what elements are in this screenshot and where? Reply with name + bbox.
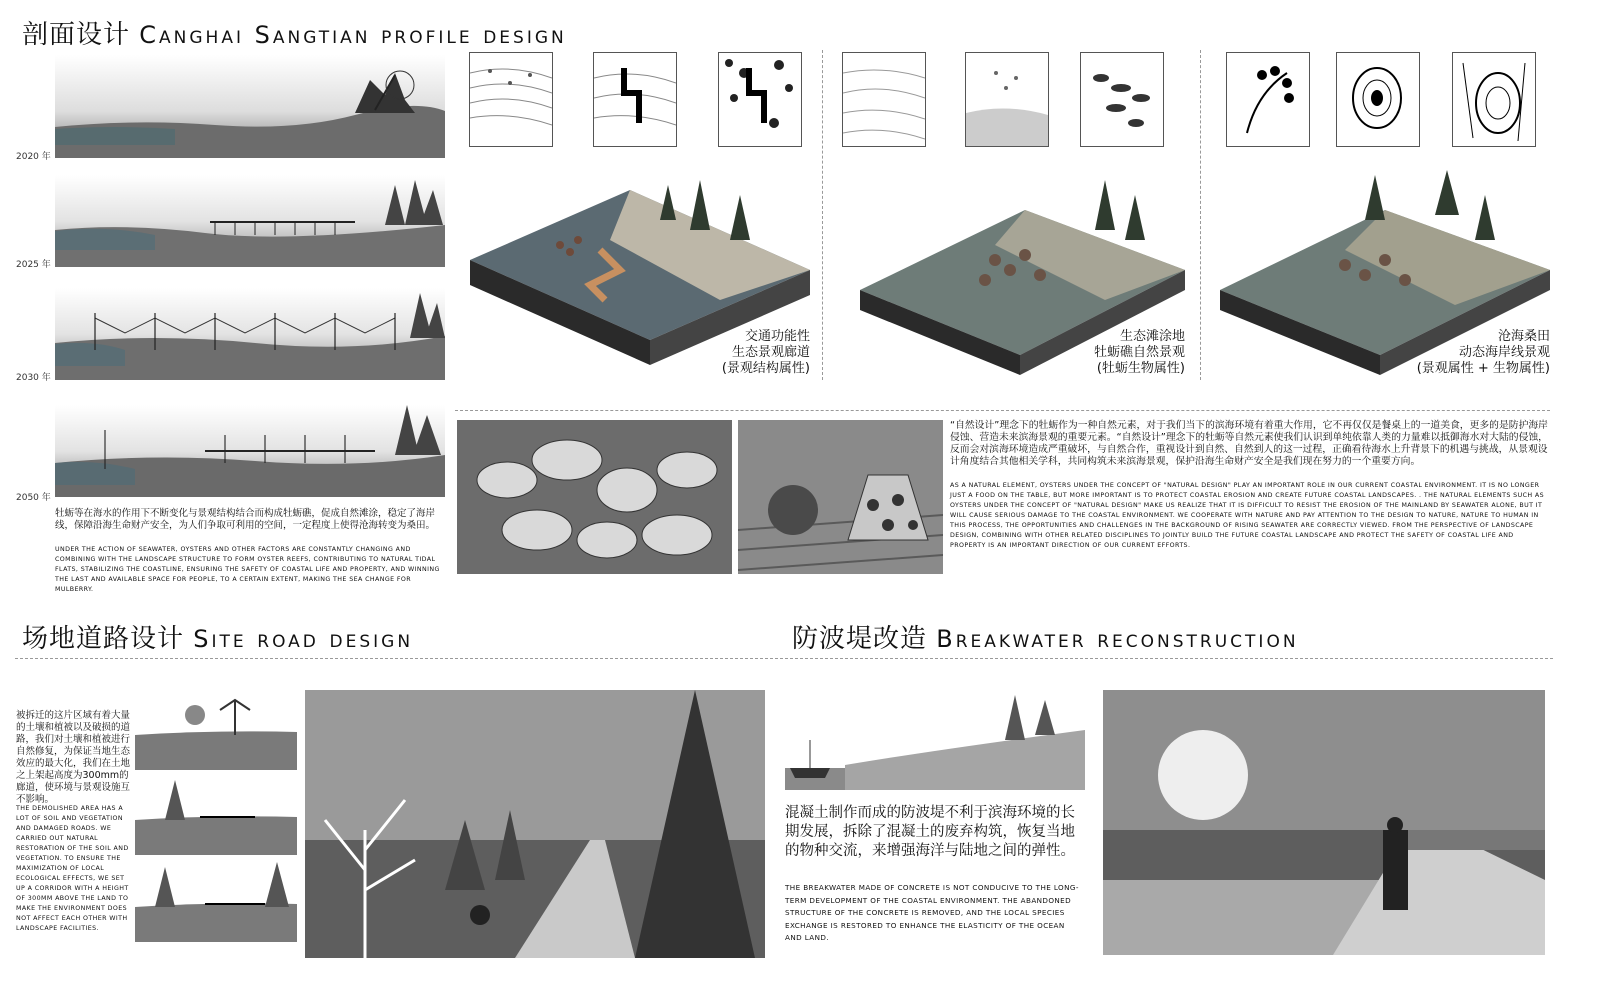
axon-1-line3: (景观结构属性) bbox=[721, 361, 810, 376]
road-text-zh: 被拆迁的这片区域有着大量的土壤和植被以及破损的道路，我们对土壤和植被进行自然修复，为保证当地生态效应的最大化，我们在土地之上架起高度为300mm的廊道，使环境与景观设施互不影响。 bbox=[16, 710, 131, 805]
breakwater-text-en: THE BREAKWATER MADE OF CONCRETE IS NOT CONDUCIVE TO THE LONG-TERM DEVELOPMENT OF THE COASTAL ENVIRONMENT. THE ABANDONED STRUCTURE OF THE CONCRETE IS REMOVED, AND THE LOCAL SPECIES EXCHANGE IS RESTORED TO ENHANCE THE ELASTICITY OF THE OCEAN AND LAND. bbox=[785, 883, 1079, 942]
divider-horizontal-middle bbox=[455, 410, 1550, 411]
axon-2-line1: 生态滩涂地 bbox=[1119, 329, 1185, 344]
sketch-oyster-2 bbox=[1336, 52, 1420, 147]
road-section-1 bbox=[135, 690, 297, 770]
axon-3-line2: 动态海岸线景观 bbox=[1458, 345, 1550, 360]
oyster-structure-photo bbox=[738, 420, 943, 574]
axon-caption-3 bbox=[1360, 329, 1550, 377]
year-label-2020: 2020 年 bbox=[16, 152, 51, 162]
axon-2-line2: 牡蛎礁自然景观 bbox=[1093, 345, 1185, 360]
profile-2030-image bbox=[55, 288, 445, 380]
axon-3-line1: 沧海桑田 bbox=[1497, 329, 1550, 344]
road-section-2 bbox=[135, 775, 297, 855]
road-title bbox=[22, 618, 413, 655]
axon-caption-2 bbox=[1010, 329, 1185, 377]
road-title-en: Site road design bbox=[193, 625, 414, 653]
sketch-oyster-3 bbox=[1452, 52, 1536, 147]
divider-vertical-1 bbox=[822, 50, 823, 380]
sketch-contour-2 bbox=[593, 52, 677, 147]
breakwater-section bbox=[785, 690, 1085, 790]
natural-text-zh: “自然设计”理念下的牡蛎作为一种自然元素，对于我们当下的滨海环境有着重大作用，它不再仅仅是餐桌上的一道美食，更多的是防护海岸侵蚀、营造未来滨海景观的重要元素。“自然设计”理念下的牡蛎等自然元素使我们认识到单纯依靠人类的力量难以抵御海水对大陆的侵蚀，反而会对滨海环境造成严重破坏，与自然合作，重视设计到自然、自然到人的这一过程，正确看待海水上升背景下的机遇与挑战，从景观设计角度结合其他相关学科，共同构筑未来滨海景观，保护沿海生命财产安全是我们现在努力的一个重要方向。 bbox=[950, 420, 1548, 467]
axon-2-line3: (牡蛎生物属性) bbox=[1096, 361, 1185, 376]
profile-title-zh: 剖面设计 bbox=[22, 20, 131, 50]
profile-title bbox=[22, 14, 567, 51]
road-perspective-render bbox=[305, 690, 765, 958]
sketch-flat-2 bbox=[965, 52, 1049, 147]
sketch-contour-1 bbox=[469, 52, 553, 147]
axon-3-line3: (景观属性 + 生物属性) bbox=[1416, 361, 1550, 376]
sketch-contour-3 bbox=[718, 52, 802, 147]
year-label-2050: 2050 年 bbox=[16, 493, 51, 503]
axon-1-line1: 交通功能性 bbox=[744, 329, 810, 344]
year-label-2030: 2030 年 bbox=[16, 373, 51, 383]
breakwater-title-en: Breakwater reconstruction bbox=[936, 625, 1299, 653]
profile-2025-image bbox=[55, 175, 445, 267]
oyster-reef-photo bbox=[457, 420, 732, 574]
breakwater-text-zh: 混凝土制作而成的防波堤不利于滨海环境的长期发展，拆除了混凝土的废弃构筑，恢复当地的物种交流，来增强海洋与陆地之间的弹性。 bbox=[785, 805, 1075, 859]
divider-vertical-2 bbox=[1200, 50, 1201, 380]
axon-1-line2: 生态景观廊道 bbox=[731, 345, 810, 360]
sketch-flat-3 bbox=[1080, 52, 1164, 147]
road-section-3 bbox=[135, 862, 297, 942]
axon-caption-1 bbox=[640, 329, 810, 377]
divider-horizontal-bottom bbox=[15, 658, 1553, 659]
breakwater-title-zh: 防波堤改造 bbox=[792, 624, 928, 654]
profile-2050-image bbox=[55, 405, 445, 497]
breakwater-title bbox=[792, 618, 1299, 655]
road-text-en: THE DEMOLISHED AREA HAS A LOT OF SOIL AND VEGETATION AND DAMAGED ROADS. WE CARRIED OUT NATURAL RESTORATION OF THE SOIL AND VEGETATION. TO ENSURE THE MAXIMIZATION OF LOCAL ECOLOGICAL EFFECTS, WE SET UP A CORRIDOR WITH A HEIGHT OF 300MM ABOVE THE LAND TO MAKE THE ENVIRONMENT DOES NOT AFFECT EACH OTHER WITH LANDSCAPE FACILITIES. bbox=[16, 805, 129, 932]
profile-desc-en: UNDER THE ACTION OF SEAWATER, OYSTERS AND OTHER FACTORS ARE CONSTANTLY CHANGING AND COMBINING WITH THE LANDSCAPE STRUCTURE TO FORM OYSTER REEFS, CONTRIBUTING TO NATURAL TIDAL FLATS, STABILIZING THE COASTLINE, ENSURING THE SAFETY OF COASTAL LIFE AND PROPERTY, AND WINNING THE LAST AND AVAILABLE SPACE FOR PEOPLE, TO A CERTAIN EXTENT, MAKING THE SEA CHANGE FOR MULBERRY. bbox=[55, 546, 440, 593]
year-label-2025: 2025 年 bbox=[16, 260, 51, 270]
sketch-flat-1 bbox=[842, 52, 926, 147]
natural-text-en: AS A NATURAL ELEMENT, OYSTERS UNDER THE CONCEPT OF "NATURAL DESIGN" PLAY AN IMPORTANT ROLE IN OUR CURRENT COASTAL ENVIRONMENT. IT IS NO LONGER JUST A FOOD ON THE TABLE, BUT MORE IMPORTANT IS TO PROTECT COASTAL EROSION AND CREATE FUTURE COASTAL LANDSCAPES. . THE NATURAL ELEMENTS SUCH AS OYSTERS UNDER THE CONCEPT OF "NATURAL DESIGN" MAKE US REALIZE THAT IT IS DIFFICULT TO RESIST THE EROSION OF THE MAINLAND BY SEAWATER ALONE, BUT IT WILL CAUSE SERIOUS DAMAGE TO THE COASTAL ENVIRONMENT. WE COOPERATE WITH NATURE AND PAY ATTENTION TO THE DESIGN TO NATURE, NATURE TO HUMAN IN THIS PROCESS, THE OPPORTUNITIES AND CHALLENGES IN THE BACKGROUND OF RISING SEAWATER ARE CORRECTLY VIEWED. FROM THE PERSPECTIVE OF LANDSCAPE DESIGN, COMBINING WITH OTHER RELATED DISCIPLINES TO JOINTLY BUILD THE FUTURE COASTAL LANDSCAPE AND PROTECT THE SAFETY OF COASTAL LIFE AND PROPERTY IS AN IMPORTANT DIRECTION OF OUR CURRENT EFFORTS. bbox=[950, 482, 1545, 549]
breakwater-perspective-render bbox=[1103, 690, 1545, 955]
profile-2020-image bbox=[55, 55, 445, 158]
road-title-zh: 场地道路设计 bbox=[22, 624, 185, 654]
profile-desc-zh: 牡蛎等在海水的作用下不断变化与景观结构结合而构成牡蛎礁，促成自然滩涂，稳定了海岸线，保障沿海生命财产安全，为人们争取可利用的空间，一定程度上使得沧海转变为桑田。 bbox=[55, 508, 436, 531]
sketch-oyster-1 bbox=[1226, 52, 1310, 147]
profile-title-en: Canghai Sangtian profile design bbox=[139, 21, 567, 49]
